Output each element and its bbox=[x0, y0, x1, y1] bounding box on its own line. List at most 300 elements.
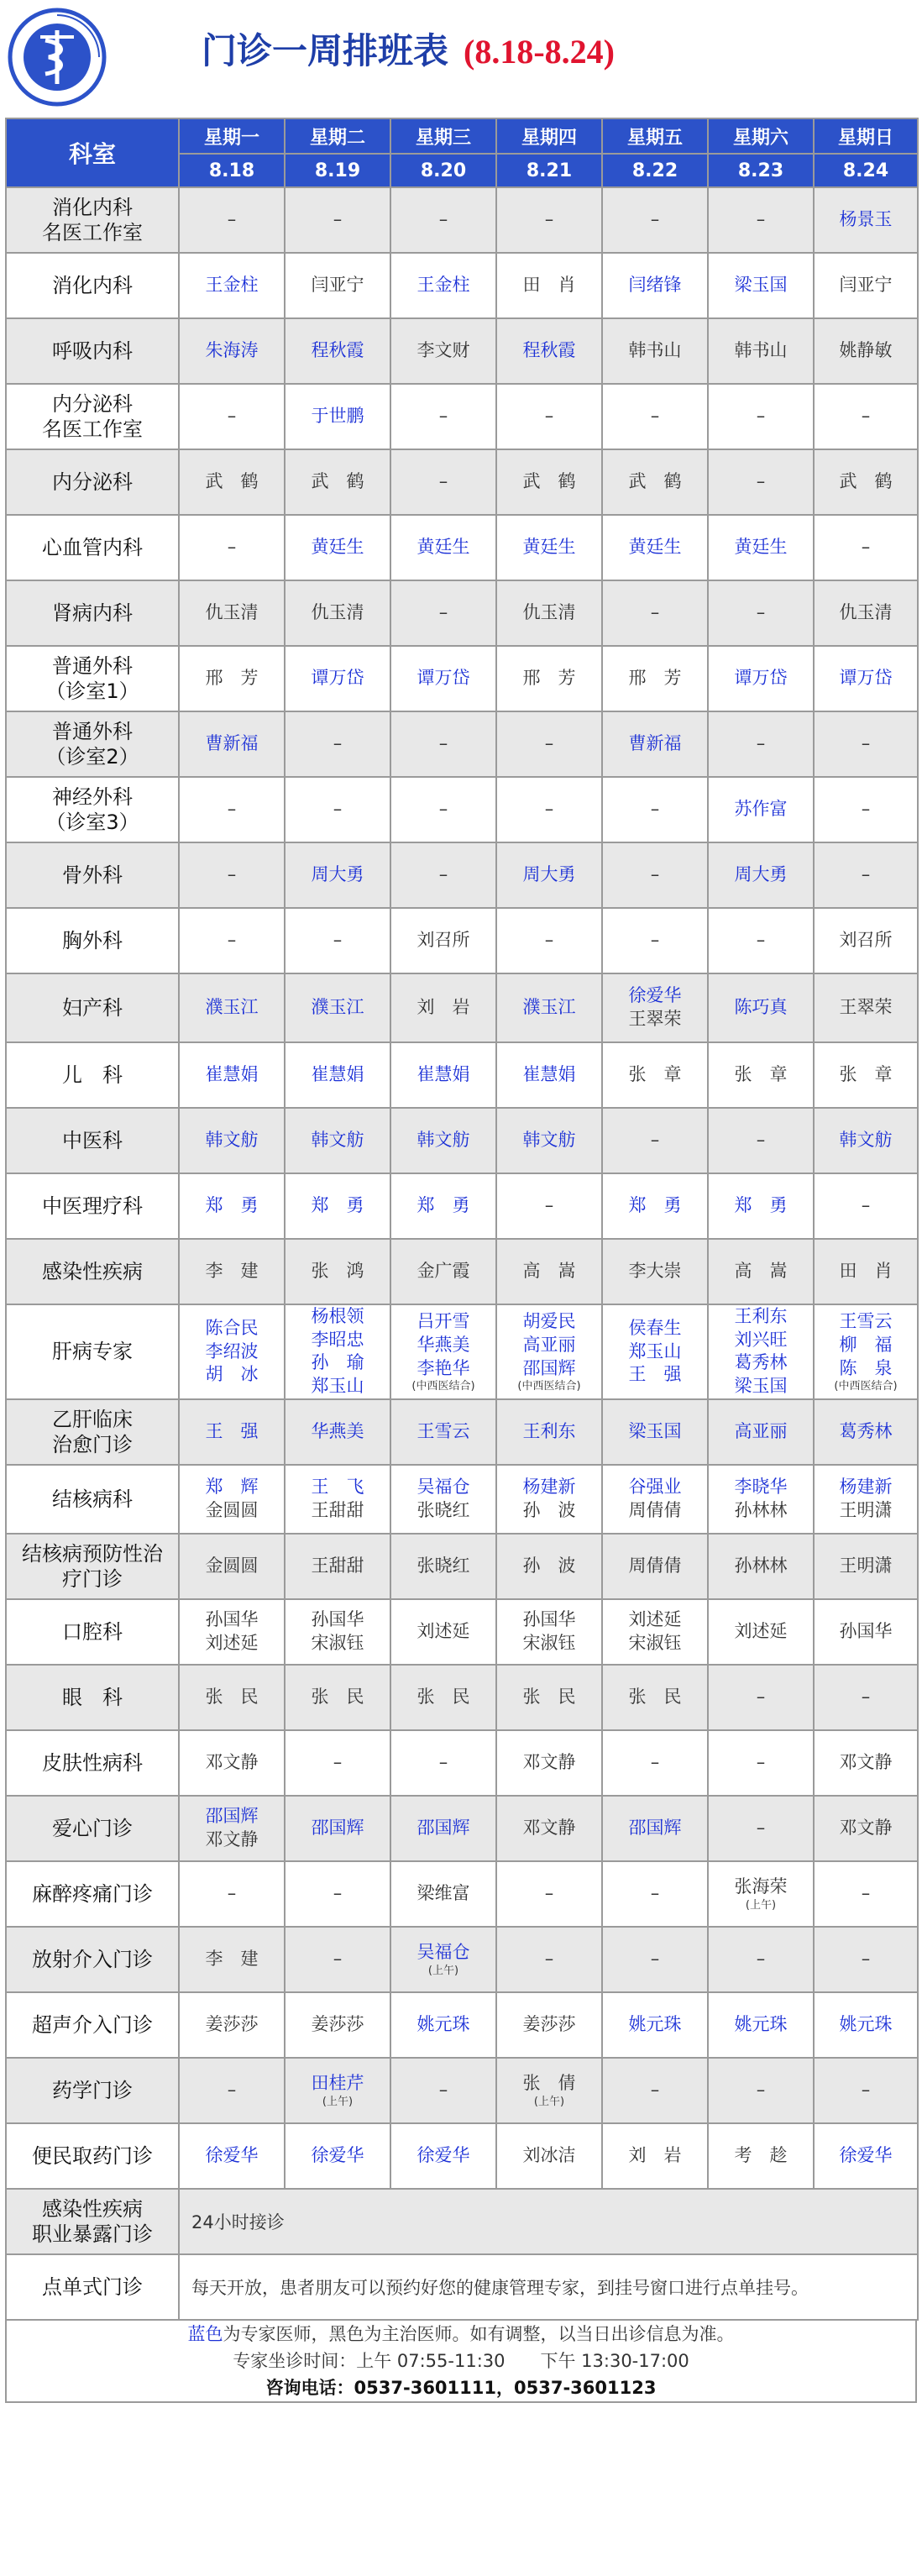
doctor-name: – bbox=[861, 1195, 871, 1216]
doctor-name: 刘 岩 bbox=[628, 2145, 682, 2166]
dept-name-line: 中医理疗科 bbox=[42, 1194, 143, 1218]
doctor-name: 吴福仓 bbox=[416, 1477, 470, 1498]
table-row bbox=[6, 777, 918, 842]
doctor-name: 侯春生 bbox=[628, 1317, 682, 1338]
doctor-cell bbox=[496, 1108, 602, 1173]
doctor-cell bbox=[285, 580, 390, 646]
dept-name-line: 眼 科 bbox=[62, 1685, 123, 1709]
doctor-cell bbox=[602, 1534, 708, 1599]
doctor-cell bbox=[390, 711, 496, 777]
doctor-cell bbox=[602, 515, 708, 580]
doctor-name: 孙林林 bbox=[734, 1556, 788, 1577]
doctor-cell bbox=[814, 711, 918, 777]
doctor-name: – bbox=[756, 2080, 766, 2101]
doctor-name: 韩文舫 bbox=[205, 1130, 259, 1151]
doctor-name: 葛秀林 bbox=[734, 1352, 788, 1373]
doctor-name: – bbox=[544, 930, 554, 951]
doctor-cell bbox=[285, 318, 390, 384]
dept-name bbox=[6, 253, 179, 318]
doctor-name: – bbox=[756, 1130, 766, 1151]
doctor-cell bbox=[390, 2123, 496, 2189]
doctor-cell bbox=[708, 1927, 814, 1992]
doctor-name: 孙国华 bbox=[311, 1609, 364, 1630]
table-row bbox=[6, 515, 918, 580]
doctor-cell bbox=[602, 1730, 708, 1796]
doctor-name: 姜莎莎 bbox=[205, 2014, 259, 2035]
dept-name bbox=[6, 515, 179, 580]
doctor-name: 梁玉国 bbox=[628, 1421, 682, 1442]
doctor-name: 王利东 bbox=[734, 1306, 788, 1326]
doctor-cell bbox=[390, 1796, 496, 1861]
doctor-name: 周大勇 bbox=[522, 864, 576, 885]
doctor-name: 张 倩 bbox=[522, 2073, 576, 2094]
doctor-cell bbox=[179, 1108, 285, 1173]
dept-name-line: 点单式门诊 bbox=[42, 2274, 143, 2299]
doctor-name: 田 肖 bbox=[522, 275, 576, 296]
doctor-name: 李 建 bbox=[205, 1261, 259, 1282]
doctor-cell bbox=[179, 187, 285, 253]
legend-blue: 蓝色 bbox=[187, 2324, 223, 2344]
dept-name bbox=[6, 2058, 179, 2123]
doctor-cell bbox=[814, 384, 918, 449]
doctor-name: – bbox=[227, 406, 237, 427]
doctor-cell bbox=[814, 1992, 918, 2058]
doctor-cell bbox=[179, 777, 285, 842]
doctor-name: 邓文静 bbox=[522, 1818, 576, 1839]
doctor-name: 邵国辉 bbox=[522, 1357, 576, 1378]
doctor-name: 徐爱华 bbox=[205, 2145, 259, 2166]
doctor-name: 黄廷生 bbox=[628, 537, 682, 558]
doctor-cell bbox=[390, 2058, 496, 2123]
dept-name-line: 皮肤性病科 bbox=[42, 1750, 143, 1775]
doctor-name: – bbox=[756, 930, 766, 951]
doctor-cell bbox=[708, 1992, 814, 2058]
doctor-cell bbox=[285, 1239, 390, 1304]
doctor-name: 姚静敏 bbox=[839, 340, 893, 361]
session-note: (上午) bbox=[745, 1898, 777, 1912]
doctor-cell bbox=[285, 1992, 390, 2058]
doctor-cell bbox=[179, 646, 285, 711]
dept-name-line: 中医科 bbox=[62, 1129, 123, 1152]
doctor-name: 华燕美 bbox=[311, 1421, 364, 1442]
doctor-name: – bbox=[756, 209, 766, 230]
doctor-cell bbox=[285, 253, 390, 318]
dept-name-line: 放射介入门诊 bbox=[32, 1947, 153, 1971]
doctor-name: – bbox=[861, 799, 871, 820]
doctor-name: 邢 芳 bbox=[522, 668, 576, 689]
table-row bbox=[6, 711, 918, 777]
doctor-cell bbox=[814, 187, 918, 253]
doctor-cell bbox=[390, 1861, 496, 1927]
doctor-cell bbox=[496, 2123, 602, 2189]
doctor-cell bbox=[814, 253, 918, 318]
doctor-name: 吴福仓 bbox=[416, 1942, 470, 1963]
dept-name bbox=[6, 1665, 179, 1730]
doctor-cell bbox=[496, 777, 602, 842]
doctor-name: 梁维富 bbox=[416, 1883, 470, 1904]
table-row-special bbox=[6, 2254, 918, 2320]
doctor-name: 刘兴旺 bbox=[734, 1329, 788, 1350]
doctor-cell bbox=[496, 908, 602, 973]
doctor-cell bbox=[708, 1796, 814, 1861]
doctor-name: 胡 冰 bbox=[205, 1364, 259, 1385]
doctor-name: 韩文舫 bbox=[416, 1130, 470, 1151]
doctor-cell bbox=[708, 253, 814, 318]
dept-name bbox=[6, 580, 179, 646]
doctor-cell bbox=[179, 253, 285, 318]
doctor-name: 张 鸿 bbox=[311, 1261, 364, 1282]
doctor-cell bbox=[285, 1861, 390, 1927]
table-row bbox=[6, 842, 918, 908]
doctor-cell bbox=[814, 515, 918, 580]
doctor-name: 李昭忠 bbox=[311, 1329, 364, 1350]
doctor-name: 宋淑钰 bbox=[311, 1632, 364, 1653]
doctor-name: 武 鹤 bbox=[205, 471, 259, 492]
doctor-name: 谭万岱 bbox=[734, 668, 788, 689]
doctor-cell bbox=[602, 2058, 708, 2123]
doctor-cell bbox=[814, 842, 918, 908]
doctor-name: 郑 勇 bbox=[734, 1195, 788, 1216]
table-row bbox=[6, 908, 918, 973]
doctor-cell bbox=[496, 711, 602, 777]
table-row bbox=[6, 1730, 918, 1796]
doctor-cell bbox=[496, 1992, 602, 2058]
doctor-name: 徐爱华 bbox=[839, 2145, 893, 2166]
doctor-cell bbox=[496, 1399, 602, 1465]
doctor-name: – bbox=[333, 209, 343, 230]
dept-name-line: 职业暴露门诊 bbox=[32, 2222, 153, 2246]
day-header: 星期四 bbox=[496, 118, 602, 154]
hospital-logo-icon bbox=[7, 7, 107, 108]
doctor-cell bbox=[390, 1465, 496, 1534]
doctor-name: 王翠荣 bbox=[628, 1009, 682, 1029]
doctor-cell bbox=[814, 1108, 918, 1173]
consult-phone: 咨询电话：0537-3601111，0537-3601123 bbox=[265, 2378, 657, 2398]
doctor-cell bbox=[285, 1599, 390, 1665]
table-row bbox=[6, 1665, 918, 1730]
doctor-name: – bbox=[438, 2080, 448, 2101]
doctor-cell bbox=[285, 187, 390, 253]
doctor-cell bbox=[602, 1173, 708, 1239]
doctor-cell bbox=[285, 908, 390, 973]
doctor-cell bbox=[179, 1861, 285, 1927]
doctor-name: 田 肖 bbox=[839, 1261, 893, 1282]
doctor-cell bbox=[602, 1599, 708, 1665]
table-row bbox=[6, 1173, 918, 1239]
doctor-cell bbox=[179, 2123, 285, 2189]
table-row bbox=[6, 2123, 918, 2189]
dept-name bbox=[6, 384, 179, 449]
doctor-cell bbox=[496, 318, 602, 384]
doctor-cell bbox=[602, 1465, 708, 1534]
doctor-cell bbox=[602, 1042, 708, 1108]
dept-name-line: 呼吸内科 bbox=[52, 339, 133, 363]
doctor-name: 王雪云 bbox=[416, 1421, 470, 1442]
title-text: 门诊一周排班表 bbox=[202, 30, 449, 71]
doctor-name: 邓文静 bbox=[839, 1818, 893, 1839]
doctor-name: 郑 勇 bbox=[628, 1195, 682, 1216]
doctor-cell bbox=[814, 646, 918, 711]
doctor-cell bbox=[496, 1534, 602, 1599]
doctor-name: 张 民 bbox=[205, 1687, 259, 1708]
doctor-name: – bbox=[227, 537, 237, 558]
day-header: 星期五 bbox=[602, 118, 708, 154]
doctor-cell bbox=[708, 646, 814, 711]
doctor-name: 邓文静 bbox=[205, 1752, 259, 1773]
doctor-name: 孙 波 bbox=[522, 1556, 576, 1577]
doctor-name: – bbox=[227, 1883, 237, 1904]
dept-name-line: 内分泌科 bbox=[52, 392, 133, 416]
doctor-cell bbox=[179, 1665, 285, 1730]
doctor-cell bbox=[390, 1239, 496, 1304]
dept-name bbox=[6, 1927, 179, 1992]
doctor-name: – bbox=[756, 406, 766, 427]
doctor-name: 姚元珠 bbox=[628, 2014, 682, 2035]
doctor-name: 谭万岱 bbox=[311, 668, 364, 689]
dept-name bbox=[6, 1239, 179, 1304]
doctor-cell bbox=[390, 384, 496, 449]
doctor-cell bbox=[285, 646, 390, 711]
doctor-name: 邢 芳 bbox=[628, 668, 682, 689]
doctor-cell bbox=[496, 1304, 602, 1399]
doctor-cell bbox=[390, 1108, 496, 1173]
doctor-cell bbox=[814, 1534, 918, 1599]
doctor-name: 葛秀林 bbox=[839, 1421, 893, 1442]
doctor-name: 金广霞 bbox=[416, 1261, 470, 1282]
doctor-name: – bbox=[544, 1949, 554, 1970]
doctor-name: 刘召所 bbox=[839, 930, 893, 951]
doctor-name: 柳 福 bbox=[839, 1334, 893, 1355]
doctor-cell bbox=[708, 449, 814, 515]
doctor-name: – bbox=[438, 209, 448, 230]
doctor-cell bbox=[390, 646, 496, 711]
doctor-name: – bbox=[861, 1883, 871, 1904]
doctor-name: 胡爱民 bbox=[522, 1311, 576, 1332]
doctor-name: 姚元珠 bbox=[734, 2014, 788, 2035]
doctor-cell bbox=[179, 973, 285, 1042]
dept-name-line: 内分泌科 bbox=[52, 470, 133, 494]
table-row bbox=[6, 1861, 918, 1927]
doctor-name: 李 建 bbox=[205, 1949, 259, 1970]
doctor-cell bbox=[496, 580, 602, 646]
doctor-name: 张 民 bbox=[628, 1687, 682, 1708]
doctor-cell bbox=[285, 1927, 390, 1992]
doctor-cell bbox=[179, 384, 285, 449]
doctor-cell bbox=[285, 1465, 390, 1534]
dept-name-line: 结核病科 bbox=[52, 1487, 133, 1511]
table-row bbox=[6, 1992, 918, 2058]
doctor-name: 武 鹤 bbox=[522, 471, 576, 492]
doctor-name: 闫亚宁 bbox=[311, 275, 364, 296]
doctor-cell bbox=[285, 1796, 390, 1861]
doctor-cell bbox=[179, 842, 285, 908]
doctor-name: 姜莎莎 bbox=[522, 2014, 576, 2035]
table-row bbox=[6, 1042, 918, 1108]
doctor-cell bbox=[179, 1399, 285, 1465]
doctor-name: 张 民 bbox=[522, 1687, 576, 1708]
doctor-cell bbox=[179, 2058, 285, 2123]
doctor-cell bbox=[285, 1730, 390, 1796]
doctor-name: 黄廷生 bbox=[416, 537, 470, 558]
doctor-cell bbox=[708, 1665, 814, 1730]
doctor-name: – bbox=[438, 406, 448, 427]
doctor-cell bbox=[708, 2123, 814, 2189]
doctor-cell bbox=[708, 187, 814, 253]
doctor-name: – bbox=[227, 799, 237, 820]
dept-name bbox=[6, 2123, 179, 2189]
dept-name-line: 普通外科 bbox=[52, 720, 133, 743]
doctor-name: 高 嵩 bbox=[734, 1261, 788, 1282]
doctor-name: 武 鹤 bbox=[628, 471, 682, 492]
doctor-name: – bbox=[650, 864, 660, 885]
doctor-name: 王雪云 bbox=[839, 1311, 893, 1332]
doctor-name: – bbox=[227, 209, 237, 230]
doctor-name: 张 章 bbox=[628, 1064, 682, 1085]
doctor-name: – bbox=[438, 864, 448, 885]
dept-name bbox=[6, 449, 179, 515]
doctor-cell bbox=[390, 1599, 496, 1665]
doctor-cell bbox=[390, 515, 496, 580]
doctor-name: 崔慧娟 bbox=[205, 1064, 259, 1085]
doctor-name: 程秋霞 bbox=[522, 340, 576, 361]
doctor-name: 王金柱 bbox=[416, 275, 470, 296]
doctor-name: 仇玉清 bbox=[522, 602, 576, 623]
doctor-name: 曹新福 bbox=[205, 733, 259, 754]
doctor-cell bbox=[285, 449, 390, 515]
doctor-cell bbox=[179, 318, 285, 384]
doctor-name: 王明潇 bbox=[839, 1556, 893, 1577]
doctor-cell bbox=[814, 1173, 918, 1239]
dept-name bbox=[6, 1465, 179, 1534]
doctor-name: 高 嵩 bbox=[522, 1261, 576, 1282]
doctor-cell bbox=[814, 1927, 918, 1992]
doctor-name: 孙 波 bbox=[522, 1499, 576, 1520]
doctor-cell bbox=[602, 384, 708, 449]
doctor-name: – bbox=[756, 1687, 766, 1708]
doctor-name: 刘述延 bbox=[416, 1621, 470, 1642]
notice-text: 每天开放，患者朋友可以预约好您的健康管理专家，到挂号窗口进行点单挂号。 bbox=[179, 2254, 918, 2320]
doctor-name: 张 章 bbox=[839, 1064, 893, 1085]
doctor-name: 崔慧娟 bbox=[311, 1064, 364, 1085]
doctor-cell bbox=[390, 1173, 496, 1239]
table-row bbox=[6, 1304, 918, 1399]
doctor-cell bbox=[496, 187, 602, 253]
dept-name-line: 胸外科 bbox=[62, 929, 123, 952]
doctor-name: – bbox=[756, 602, 766, 623]
doctor-cell bbox=[496, 384, 602, 449]
schedule-body bbox=[6, 187, 918, 2320]
doctor-name: – bbox=[227, 864, 237, 885]
date-header: 8.20 bbox=[390, 154, 496, 187]
doctor-cell bbox=[390, 1534, 496, 1599]
doctor-cell bbox=[602, 1861, 708, 1927]
doctor-name: – bbox=[650, 930, 660, 951]
dept-name-line: 感染性疾病 bbox=[42, 1260, 143, 1283]
doctor-name: – bbox=[756, 733, 766, 754]
doctor-name: 吕开雪 bbox=[416, 1311, 470, 1332]
doctor-name: 韩书山 bbox=[628, 340, 682, 361]
doctor-cell bbox=[179, 1465, 285, 1534]
doctor-name: 邵国辉 bbox=[416, 1818, 470, 1839]
doctor-name: 仇玉清 bbox=[311, 602, 364, 623]
dept-name-line: 超声介入门诊 bbox=[32, 2012, 153, 2037]
doctor-name: 韩书山 bbox=[734, 340, 788, 361]
doctor-cell bbox=[285, 711, 390, 777]
doctor-cell bbox=[390, 318, 496, 384]
doctor-name: 周倩倩 bbox=[628, 1556, 682, 1577]
doctor-cell bbox=[496, 973, 602, 1042]
dept-name-line: 爱心门诊 bbox=[52, 1816, 133, 1840]
dept-name bbox=[6, 2254, 179, 2320]
doctor-cell bbox=[814, 318, 918, 384]
doctor-name: 姚元珠 bbox=[839, 2014, 893, 2035]
doctor-name: 韩文舫 bbox=[311, 1130, 364, 1151]
doctor-name: – bbox=[861, 406, 871, 427]
doctor-name: 刘 岩 bbox=[416, 997, 470, 1018]
doctor-cell bbox=[496, 1861, 602, 1927]
doctor-name: 谭万岱 bbox=[839, 668, 893, 689]
doctor-name: 邵国辉 bbox=[311, 1818, 364, 1839]
doctor-cell bbox=[814, 580, 918, 646]
doctor-name: 刘召所 bbox=[416, 930, 470, 951]
dept-name bbox=[6, 1173, 179, 1239]
doctor-name: 仇玉清 bbox=[839, 602, 893, 623]
table-row bbox=[6, 1796, 918, 1861]
doctor-cell bbox=[179, 1599, 285, 1665]
doctor-cell bbox=[814, 1239, 918, 1304]
doctor-name: – bbox=[650, 1130, 660, 1151]
header bbox=[0, 0, 922, 109]
doctor-cell bbox=[390, 580, 496, 646]
session-note: (上午) bbox=[533, 2095, 565, 2108]
doctor-name: 金圆圆 bbox=[205, 1556, 259, 1577]
doctor-cell bbox=[708, 842, 814, 908]
doctor-name: 王 强 bbox=[628, 1364, 682, 1385]
doctor-name: 杨景玉 bbox=[839, 209, 893, 230]
table-row bbox=[6, 318, 918, 384]
doctor-cell bbox=[602, 777, 708, 842]
doctor-name: 周大勇 bbox=[734, 864, 788, 885]
doctor-name: – bbox=[438, 733, 448, 754]
doctor-cell bbox=[708, 1239, 814, 1304]
doctor-name: 郑 勇 bbox=[311, 1195, 364, 1216]
doctor-cell bbox=[496, 1599, 602, 1665]
doctor-cell bbox=[496, 1042, 602, 1108]
doctor-name: 华燕美 bbox=[416, 1334, 470, 1355]
doctor-name: – bbox=[650, 1949, 660, 1970]
dept-name-line: 普通外科 bbox=[52, 654, 133, 678]
doctor-cell bbox=[708, 711, 814, 777]
dept-name-line: 药学门诊 bbox=[52, 2078, 133, 2102]
doctor-cell bbox=[496, 1173, 602, 1239]
doctor-name: 李文财 bbox=[416, 340, 470, 361]
doctor-name: 刘述延 bbox=[734, 1621, 788, 1642]
session-note: (上午) bbox=[427, 1964, 459, 1977]
dept-name-line: 骨外科 bbox=[62, 863, 123, 887]
doctor-cell bbox=[496, 1796, 602, 1861]
doctor-name: 张晓红 bbox=[416, 1499, 470, 1520]
doctor-name: 刘冰洁 bbox=[522, 2145, 576, 2166]
doctor-cell bbox=[179, 515, 285, 580]
doctor-cell bbox=[708, 1304, 814, 1399]
doctor-name: 郑玉山 bbox=[311, 1376, 364, 1397]
doctor-name: 田桂芹 bbox=[311, 2073, 364, 2094]
doctor-name: 张 章 bbox=[734, 1064, 788, 1085]
doctor-name: – bbox=[227, 930, 237, 951]
doctor-cell bbox=[179, 1239, 285, 1304]
doctor-name: 孙国华 bbox=[839, 1621, 893, 1642]
doctor-name: 邓文静 bbox=[839, 1752, 893, 1773]
